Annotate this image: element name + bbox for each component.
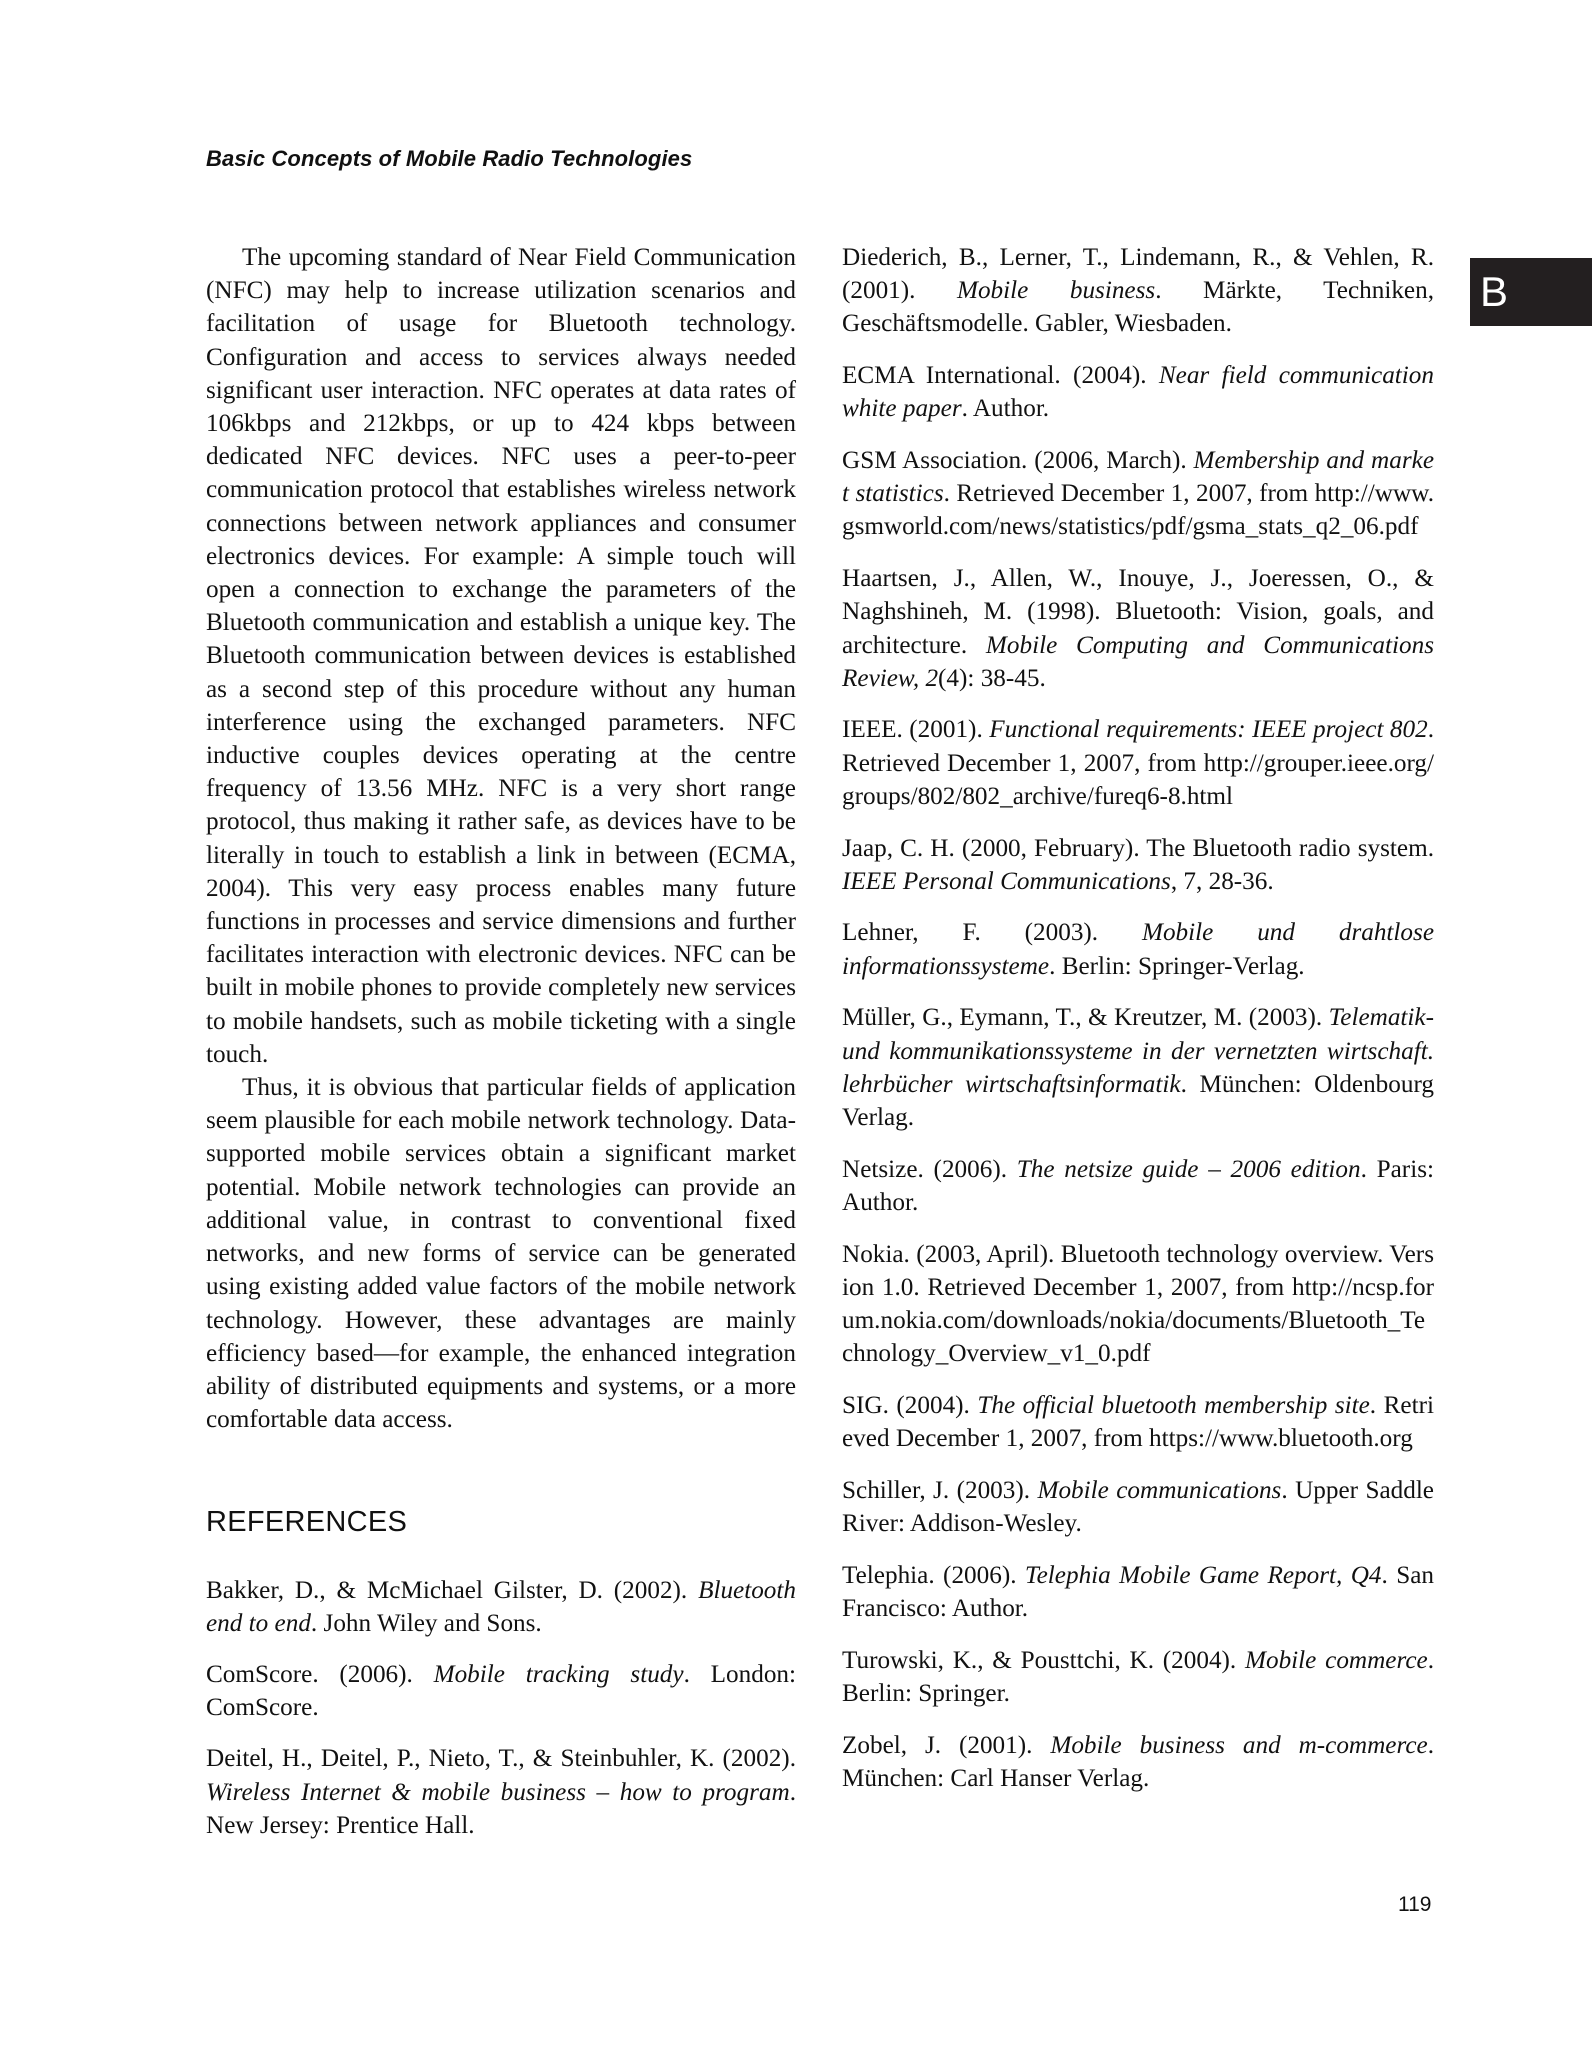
left-column [206, 241, 796, 1860]
reference-entry: Müller, G., Eymann, T., & Kreutzer, M. (2003). Telematik- und kommunikationssysteme in der vernetzten wirtschaft. lehrbücher wirtschaftsinformatik. München: Oldenbourg Verlag. [842, 1004, 1434, 1131]
right-column [842, 241, 1434, 1813]
reference-entry: ComScore. (2006). Mobile tracking study. London: ComScore. [206, 1660, 797, 1722]
body-paragraph: The upcoming standard of Near Field Communication (NFC) may help to increase utilization scenarios and facilitation of usage for Bluetooth technology. Configuration and access to services always needed significant user interaction. NFC operates at data rates of 106kbps and 212kbps, or up to 424 kbps between dedicated NFC devices. NFC uses a peer-to-peer communication protocol that establishes wireless network connections between network appliances and consumer electronics devices. For example: A simple touch will open a connection to exchange the parameters of the Bluetooth communication and establish a unique key. The Bluetooth communication between devices is established as a second step of this procedure without any human interference using the exchanged parameters. NFC inductive couples devices operating at the centre frequency of 13.56 MHz. NFC is a very short range protocol, thus making it rather safe, as devices have to be literally in touch to establish a link in between (ECMA, 2004). This very easy process enables many future functions in processes and service dimensions and further facilitates interaction with electronic devices. NFC can be built in mobile phones to provide completely new services to mobile handsets, such as mobile ticketing with a single touch. [206, 244, 796, 1068]
reference-entry: Turowski, K., & Pousttchi, K. (2004). Mobile commerce. Berlin: Springer. [842, 1646, 1434, 1707]
body-paragraph: Thus, it is obvious that particular fields of application seem plausible for each mobile network technology. Data-supported mobile services obtain a significant market potential. Mobile network technologies can provide an additional value, in contrast to conventional fixed networks, and new forms of service can be generated using existing added value factors of the mobile network technology. However, these advantages are mainly efficiency based—for example, the enhanced integration ability of distributed equipments and systems, or a more comfortable data access. [206, 1074, 796, 1434]
reference-entry: Telephia. (2006). Telephia Mobile Game Report, Q4. San Francisco: Author. [842, 1561, 1435, 1622]
reference-entry: Bakker, D., & McMichael Gilster, D. (2002). Bluetooth end to end. John Wiley and Sons. [206, 1576, 796, 1637]
reference-entry: Haartsen, J., Allen, W., Inouye, J., Joeressen, O., & Naghshineh, M. (1998). Bluetooth: Vision, goals, and architecture. Mobile Computing and Communications Review, 2(4): 38-45. [842, 565, 1435, 692]
page-number: 119 [1398, 1893, 1432, 1916]
reference-entry: Diederich, B., Lerner, T., Lindemann, R., & Vehlen, R. (2001). Mobile business. Märkte, Techniken, Geschäftsmodelle. Gabler, Wiesbaden. [842, 244, 1434, 338]
reference-entry: SIG. (2004). The official bluetooth membership site. Retrieved December 1, 2007, from https://www.bluetooth.org [842, 1391, 1434, 1453]
reference-entry: Zobel, J. (2001). Mobile business and m-commerce. München: Carl Hanser Verlag. [842, 1731, 1435, 1792]
reference-entry: ECMA International. (2004). Near field communication white paper. Author. [842, 362, 1434, 423]
section-tab-marker [1470, 258, 1592, 326]
reference-entry: Jaap, C. H. (2000, February). The Bluetooth radio system. IEEE Personal Communications, 7, 28-36. [842, 834, 1434, 895]
reference-entry: Nokia. (2003, April). Bluetooth technology overview. Version 1.0. Retrieved December 1, 2007, from http://ncsp.forum.nokia.com/downloads/nokia/documents/Bluetooth_Technology_Overview_v1_0.pdf [842, 1240, 1434, 1368]
reference-entry: Deitel, H., Deitel, P., Nieto, T., & Steinbuhler, K. (2002). Wireless Internet & mobile business – how to program. New Jersey: Prentice Hall. [206, 1745, 796, 1839]
section-tab-letter: B [1480, 268, 1509, 315]
references-heading: REFERENCES [206, 1506, 408, 1539]
reference-entry: GSM Association. (2006, March). Membership and market statistics. Retrieved December 1, 2007, from http://www.gsmworld.com/news/statistics/pdf/gsma_stats_q2_06.pdf [842, 447, 1434, 541]
reference-entry: Netsize. (2006). The netsize guide – 2006 edition. Paris: Author. [842, 1155, 1434, 1216]
reference-entry: Schiller, J. (2003). Mobile communications. Upper Saddle River: Addison-Wesley. [842, 1476, 1434, 1537]
reference-entry: Lehner, F. (2003). Mobile und drahtlose informationssysteme. Berlin: Springer-Verlag. [842, 919, 1434, 980]
reference-entry: IEEE. (2001). Functional requirements: IEEE project 802. Retrieved December 1, 2007, from http://grouper.ieee.org/groups/802/802_archive/fureq6-8.html [842, 716, 1434, 810]
running-head: Basic Concepts of Mobile Radio Technologies [206, 146, 693, 171]
